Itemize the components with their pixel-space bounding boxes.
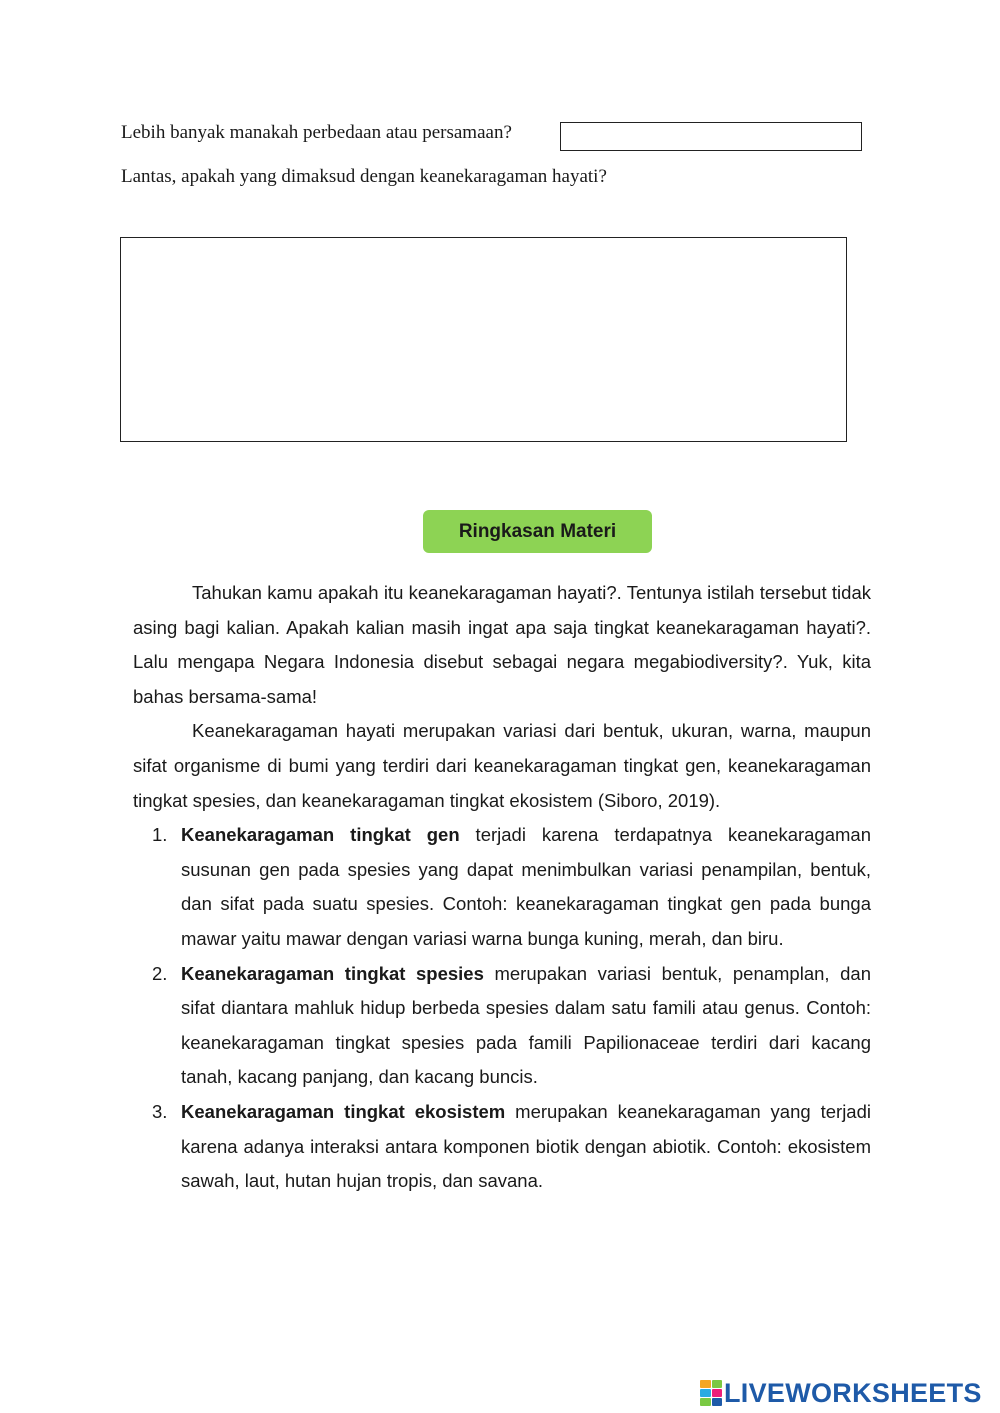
- brand-name: LIVEWORKSHEETS: [724, 1377, 982, 1408]
- list-description: merupakan keanekaragaman yang terjadi karena adanya interaksi antara komponen biotik dengan abiotik. Contoh: ekosistem sawah, laut, hutan hujan tropis, dan savana.: [181, 1100, 871, 1192]
- levels-list: [133, 818, 871, 1199]
- paragraph-intro: Tahukan kamu apakah itu keanekaragaman hayati?. Tentunya istilah tersebut tidak asing bagi kalian. Apakah kalian masih ingat apa saja tingkat keanekaragaman hayati?. Lalu mengapa Negara Indonesia disebut sebagai negara megabiodiversity?. Yuk, kita bahas bersama-sama!: [133, 582, 871, 707]
- list-number: 3.: [152, 1100, 168, 1122]
- section-title-badge: Ringkasan Materi: [423, 510, 652, 553]
- question-2: Lantas, apakah yang dimaksud dengan keanekaragaman hayati?: [121, 166, 607, 187]
- answer-input-1[interactable]: [560, 122, 862, 151]
- answer-input-2[interactable]: [120, 237, 847, 442]
- list-item-text: [181, 957, 871, 1095]
- list-description: merupakan variasi bentuk, penamplan, dan sifat diantara mahluk hidup berbeda spesies dalam satu famili atau genus. Contoh: keanekaragaman tingkat spesies pada famili Papilionaceae terdiri dari kacang tanah, kacang panjang, dan kacang buncis.: [181, 962, 871, 1088]
- list-item: [133, 1095, 871, 1199]
- list-item-text: [181, 818, 871, 956]
- question-1: Lebih banyak manakah perbedaan atau persamaan?: [121, 122, 512, 143]
- list-term: Keanekaragaman tingkat spesies: [181, 962, 484, 984]
- list-term: Keanekaragaman tingkat ekosistem: [181, 1100, 506, 1122]
- paragraph-definition: Keanekaragaman hayati merupakan variasi dari bentuk, ukuran, warna, maupun sifat organisme di bumi yang terdiri dari keanekaragaman tingkat gen, keanekaragaman tingkat spesies, dan keanekaragaman tingkat ekosistem (Siboro, 2019).: [133, 720, 871, 811]
- list-item: [133, 957, 871, 1095]
- list-item: [133, 818, 871, 956]
- list-item-text: [181, 1095, 871, 1199]
- list-number: 1.: [152, 824, 168, 846]
- summary-body: [133, 576, 871, 1199]
- list-description: terjadi karena terdapatnya keanekaragaman susunan gen pada spesies yang dapat menimbulkan variasi penampilan, bentuk, dan sifat pada suatu spesies. Contoh: keanekaragaman tingkat gen pada bunga mawar yaitu mawar dengan variasi warna bunga kuning, merah, dan biru.: [181, 824, 871, 949]
- liveworksheets-brand[interactable]: [700, 1378, 982, 1408]
- list-term: Keanekaragaman tingkat gen: [181, 824, 460, 846]
- list-number: 2.: [152, 962, 168, 984]
- liveworksheets-logo-icon: [700, 1380, 722, 1406]
